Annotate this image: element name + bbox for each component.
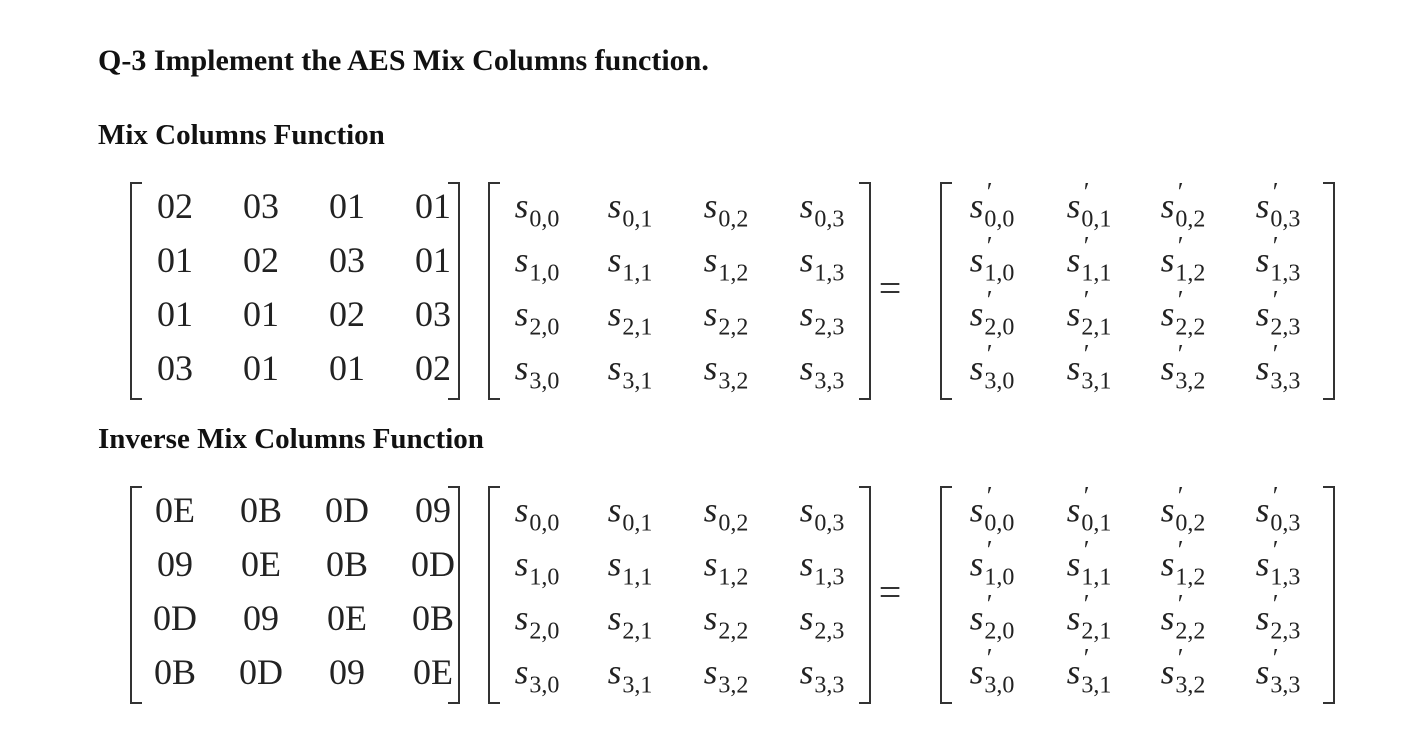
state-symbol: s: [969, 294, 984, 334]
coefficient-cell: 01: [415, 186, 451, 226]
prime-mark: ′: [1177, 285, 1184, 315]
output-state-cell: [1160, 481, 1206, 537]
state-cell: [799, 348, 845, 395]
prime-mark: ′: [1272, 589, 1279, 619]
state-index: 3,2: [718, 368, 749, 395]
state-index: 1,1: [622, 260, 653, 287]
state-index: 1,1: [1081, 564, 1112, 591]
output-state-matrix: [940, 176, 1335, 406]
state-index: 3,1: [1081, 672, 1112, 699]
prime-mark: ′: [1177, 481, 1184, 511]
state-index: 0,3: [814, 206, 845, 233]
state-symbol: s: [1066, 652, 1081, 692]
output-state-cell: [1255, 589, 1301, 645]
coefficient-cell: 02: [415, 348, 451, 388]
prime-mark: ′: [1177, 643, 1184, 673]
state-symbol: s: [969, 598, 984, 638]
coefficient-cell: 09: [415, 490, 451, 530]
coefficient-cell: 01: [329, 348, 365, 388]
state-matrix-right-bracket: [859, 486, 871, 704]
state-index: 0,3: [814, 510, 845, 537]
state-symbol: s: [1255, 240, 1270, 280]
coefficient-cell: 09: [243, 598, 279, 638]
state-index: 2,1: [622, 618, 653, 645]
state-symbol: s: [514, 490, 529, 530]
state-index: 0,1: [1081, 510, 1112, 537]
coefficient-cell: 0D: [411, 544, 455, 584]
section-title-inverse-mix-columns: Inverse Mix Columns Function: [98, 423, 484, 455]
state-index: 3,3: [1270, 672, 1301, 699]
coefficient-cell: 0E: [327, 598, 367, 638]
output-state-cell: [969, 643, 1015, 699]
output-state-cell: [969, 339, 1015, 395]
state-index: 3,3: [1270, 368, 1301, 395]
state-index: 0,2: [718, 510, 749, 537]
prime-mark: ′: [1272, 535, 1279, 565]
coefficient-cell: 03: [157, 348, 193, 388]
output-state-cell: [1255, 643, 1301, 699]
state-symbol: s: [969, 544, 984, 584]
coefficient-cell: 03: [329, 240, 365, 280]
state-index: 3,1: [622, 368, 653, 395]
output-state-matrix-left-bracket: [940, 486, 952, 704]
state-index: 3,0: [984, 672, 1015, 699]
state-symbol: s: [703, 598, 718, 638]
output-state-matrix-right-bracket: [1323, 486, 1335, 704]
coefficient-matrix: [130, 176, 460, 406]
state-cell: [607, 490, 653, 537]
output-state-cell: [1160, 339, 1206, 395]
state-index: 1,1: [622, 564, 653, 591]
prime-mark: ′: [1272, 481, 1279, 511]
state-index: 3,0: [984, 368, 1015, 395]
coefficient-cell: 0B: [325, 544, 369, 584]
output-state-cell: [1066, 177, 1112, 233]
state-index: 0,0: [529, 510, 560, 537]
state-index: 2,2: [718, 314, 749, 341]
state-symbol: s: [514, 598, 529, 638]
state-index: 3,0: [529, 672, 560, 699]
output-state-cell: [969, 535, 1015, 591]
coefficient-cell: 0E: [241, 544, 281, 584]
state-symbol: s: [799, 598, 814, 638]
state-index: 0,0: [984, 206, 1015, 233]
state-symbol: s: [1160, 652, 1175, 692]
prime-mark: ′: [1272, 643, 1279, 673]
prime-mark: ′: [1083, 589, 1090, 619]
state-symbol: s: [607, 598, 622, 638]
state-index: 0,1: [622, 510, 653, 537]
state-index: 1,2: [1175, 564, 1206, 591]
state-symbol: s: [607, 348, 622, 388]
state-symbol: s: [1066, 348, 1081, 388]
state-cell: [607, 294, 653, 341]
state-cell: [799, 652, 845, 699]
state-cell: [703, 544, 749, 591]
coefficient-cell: 02: [329, 294, 365, 334]
state-symbol: s: [969, 240, 984, 280]
coefficient-cell: 01: [157, 294, 193, 334]
state-cell: [607, 240, 653, 287]
state-symbol: s: [799, 544, 814, 584]
state-cell: [703, 294, 749, 341]
coefficient-cell: 0E: [155, 490, 195, 530]
prime-mark: ′: [986, 643, 993, 673]
equals-sign: =: [878, 569, 902, 615]
state-index: 1,3: [814, 260, 845, 287]
state-symbol: s: [1255, 294, 1270, 334]
state-index: 2,3: [1270, 618, 1301, 645]
state-symbol: s: [1255, 186, 1270, 226]
state-index: 3,2: [1175, 368, 1206, 395]
state-symbol: s: [1160, 294, 1175, 334]
state-cell: [799, 186, 845, 233]
output-state-matrix-left-bracket: [940, 182, 952, 400]
prime-mark: ′: [986, 177, 993, 207]
state-index: 0,2: [1175, 206, 1206, 233]
state-symbol: s: [703, 348, 718, 388]
state-symbol: s: [703, 240, 718, 280]
prime-mark: ′: [986, 285, 993, 315]
prime-mark: ′: [1177, 177, 1184, 207]
state-cell: [799, 490, 845, 537]
prime-mark: ′: [1083, 231, 1090, 261]
state-symbol: s: [703, 490, 718, 530]
state-index: 1,0: [984, 564, 1015, 591]
q-title: Q-3 Implement the AES Mix Columns function.: [98, 44, 709, 77]
coefficient-cell: 03: [243, 186, 279, 226]
state-cell: [514, 240, 560, 287]
prime-mark: ′: [1083, 177, 1090, 207]
state-index: 2,2: [1175, 618, 1206, 645]
state-symbol: s: [514, 348, 529, 388]
coefficient-cell: 0B: [239, 490, 283, 530]
state-symbol: s: [1160, 348, 1175, 388]
coefficient-cell: 01: [415, 240, 451, 280]
state-index: 1,3: [1270, 564, 1301, 591]
coefficient-cell: 0D: [239, 652, 283, 692]
output-state-cell: [1255, 339, 1301, 395]
state-cell: [514, 652, 560, 699]
output-state-cell: [1255, 535, 1301, 591]
state-index: 1,3: [1270, 260, 1301, 287]
state-symbol: s: [1066, 294, 1081, 334]
state-symbol: s: [514, 544, 529, 584]
state-symbol: s: [1066, 490, 1081, 530]
state-index: 2,1: [1081, 618, 1112, 645]
state-symbol: s: [514, 652, 529, 692]
prime-mark: ′: [986, 535, 993, 565]
state-symbol: s: [799, 490, 814, 530]
state-index: 0,1: [622, 206, 653, 233]
prime-mark: ′: [1177, 339, 1184, 369]
state-symbol: s: [799, 348, 814, 388]
state-index: 2,3: [814, 314, 845, 341]
state-index: 2,0: [529, 314, 560, 341]
coefficient-cell: 02: [157, 186, 193, 226]
coefficient-cell: 0E: [413, 652, 453, 692]
output-state-cell: [1255, 285, 1301, 341]
state-index: 3,2: [1175, 672, 1206, 699]
coefficient-cell: 01: [329, 186, 365, 226]
coefficient-cell: 09: [329, 652, 365, 692]
output-state-cell: [1066, 535, 1112, 591]
state-symbol: s: [607, 186, 622, 226]
state-symbol: s: [703, 294, 718, 334]
prime-mark: ′: [986, 231, 993, 261]
state-cell: [703, 490, 749, 537]
state-index: 3,3: [814, 368, 845, 395]
output-state-matrix: [940, 480, 1335, 710]
state-index: 3,1: [622, 672, 653, 699]
state-symbol: s: [1255, 652, 1270, 692]
output-state-cell: [1066, 339, 1112, 395]
state-cell: [703, 348, 749, 395]
state-symbol: s: [969, 652, 984, 692]
state-cell: [799, 598, 845, 645]
state-symbol: s: [1066, 598, 1081, 638]
output-state-cell: [1160, 589, 1206, 645]
prime-mark: ′: [1083, 285, 1090, 315]
output-state-cell: [1160, 231, 1206, 287]
prime-mark: ′: [1177, 589, 1184, 619]
state-index: 2,0: [984, 618, 1015, 645]
output-state-cell: [1255, 177, 1301, 233]
prime-mark: ′: [1083, 643, 1090, 673]
state-cell: [514, 598, 560, 645]
state-index: 1,0: [529, 260, 560, 287]
coefficient-cell: 01: [157, 240, 193, 280]
state-index: 1,3: [814, 564, 845, 591]
state-symbol: s: [703, 544, 718, 584]
prime-mark: ′: [1272, 231, 1279, 261]
state-symbol: s: [799, 240, 814, 280]
state-index: 0,3: [1270, 510, 1301, 537]
coefficient-cell: 0D: [325, 490, 369, 530]
prime-mark: ′: [1083, 481, 1090, 511]
state-symbol: s: [799, 652, 814, 692]
output-state-cell: [969, 481, 1015, 537]
state-cell: [703, 186, 749, 233]
state-index: 2,2: [718, 618, 749, 645]
state-symbol: s: [799, 294, 814, 334]
state-cell: [799, 240, 845, 287]
prime-mark: ′: [986, 589, 993, 619]
state-matrix-right-bracket: [859, 182, 871, 400]
state-symbol: s: [1066, 186, 1081, 226]
state-cell: [607, 186, 653, 233]
coefficient-matrix: [130, 480, 460, 710]
state-cell: [514, 544, 560, 591]
state-index: 0,2: [1175, 510, 1206, 537]
state-cell: [703, 652, 749, 699]
prime-mark: ′: [986, 339, 993, 369]
state-index: 2,1: [1081, 314, 1112, 341]
section-title-mix-columns: Mix Columns Function: [98, 119, 385, 151]
state-symbol: s: [1160, 240, 1175, 280]
state-matrix-left-bracket: [488, 182, 500, 400]
prime-mark: ′: [1177, 535, 1184, 565]
state-symbol: s: [799, 186, 814, 226]
output-state-cell: [969, 231, 1015, 287]
state-cell: [799, 294, 845, 341]
coefficient-matrix-left-bracket: [130, 486, 142, 704]
state-index: 1,2: [718, 260, 749, 287]
prime-mark: ′: [1272, 285, 1279, 315]
state-index: 3,1: [1081, 368, 1112, 395]
state-index: 0,0: [529, 206, 560, 233]
state-index: 1,0: [529, 564, 560, 591]
prime-mark: ′: [986, 481, 993, 511]
state-index: 2,0: [984, 314, 1015, 341]
state-symbol: s: [1255, 598, 1270, 638]
output-state-matrix-right-bracket: [1323, 182, 1335, 400]
state-symbol: s: [1255, 490, 1270, 530]
coefficient-matrix-left-bracket: [130, 182, 142, 400]
inverse-mix-columns-equation: [0, 480, 1408, 710]
state-index: 1,2: [718, 564, 749, 591]
state-symbol: s: [514, 186, 529, 226]
coefficient-cell: 03: [415, 294, 451, 334]
state-symbol: s: [1255, 348, 1270, 388]
state-symbol: s: [1160, 490, 1175, 530]
state-matrix: [488, 176, 871, 406]
state-index: 1,0: [984, 260, 1015, 287]
output-state-cell: [1255, 231, 1301, 287]
state-symbol: s: [1160, 544, 1175, 584]
output-state-cell: [969, 285, 1015, 341]
state-index: 2,3: [1270, 314, 1301, 341]
output-state-cell: [1066, 231, 1112, 287]
prime-mark: ′: [1083, 339, 1090, 369]
state-cell: [607, 598, 653, 645]
state-symbol: s: [1066, 544, 1081, 584]
state-cell: [514, 490, 560, 537]
mix-columns-equation: [0, 176, 1408, 406]
state-symbol: s: [514, 240, 529, 280]
state-symbol: s: [1255, 544, 1270, 584]
state-index: 0,3: [1270, 206, 1301, 233]
state-cell: [607, 544, 653, 591]
coefficient-cell: 02: [243, 240, 279, 280]
output-state-cell: [1066, 285, 1112, 341]
output-state-cell: [969, 177, 1015, 233]
coefficient-cell: 01: [243, 348, 279, 388]
prime-mark: ′: [1083, 535, 1090, 565]
state-symbol: s: [607, 652, 622, 692]
state-index: 0,2: [718, 206, 749, 233]
state-symbol: s: [607, 544, 622, 584]
prime-mark: ′: [1272, 177, 1279, 207]
output-state-cell: [1160, 285, 1206, 341]
state-cell: [607, 348, 653, 395]
state-index: 3,2: [718, 672, 749, 699]
coefficient-cell: 09: [157, 544, 193, 584]
state-cell: [514, 294, 560, 341]
output-state-cell: [1066, 481, 1112, 537]
state-matrix-left-bracket: [488, 486, 500, 704]
state-index: 0,1: [1081, 206, 1112, 233]
state-index: 1,2: [1175, 260, 1206, 287]
state-cell: [703, 240, 749, 287]
state-cell: [514, 186, 560, 233]
state-index: 2,0: [529, 618, 560, 645]
state-symbol: s: [607, 294, 622, 334]
state-symbol: s: [514, 294, 529, 334]
state-symbol: s: [969, 186, 984, 226]
state-matrix: [488, 480, 871, 710]
output-state-cell: [1066, 589, 1112, 645]
equals-sign: =: [878, 265, 902, 311]
state-index: 2,3: [814, 618, 845, 645]
prime-mark: ′: [1177, 231, 1184, 261]
state-index: 0,0: [984, 510, 1015, 537]
state-symbol: s: [703, 652, 718, 692]
state-symbol: s: [969, 348, 984, 388]
coefficient-cell: 0B: [153, 652, 197, 692]
output-state-cell: [1160, 177, 1206, 233]
state-symbol: s: [703, 186, 718, 226]
coefficient-cell: 0B: [411, 598, 455, 638]
state-symbol: s: [969, 490, 984, 530]
state-index: 2,2: [1175, 314, 1206, 341]
state-index: 2,1: [622, 314, 653, 341]
state-symbol: s: [607, 240, 622, 280]
output-state-cell: [1255, 481, 1301, 537]
state-index: 1,1: [1081, 260, 1112, 287]
output-state-cell: [1160, 643, 1206, 699]
state-symbol: s: [1066, 240, 1081, 280]
output-state-cell: [1160, 535, 1206, 591]
state-cell: [514, 348, 560, 395]
state-cell: [799, 544, 845, 591]
state-cell: [607, 652, 653, 699]
state-index: 3,3: [814, 672, 845, 699]
coefficient-cell: 0D: [153, 598, 197, 638]
state-index: 3,0: [529, 368, 560, 395]
output-state-cell: [1066, 643, 1112, 699]
state-symbol: s: [1160, 598, 1175, 638]
prime-mark: ′: [1272, 339, 1279, 369]
output-state-cell: [969, 589, 1015, 645]
state-symbol: s: [607, 490, 622, 530]
state-cell: [703, 598, 749, 645]
state-symbol: s: [1160, 186, 1175, 226]
coefficient-cell: 01: [243, 294, 279, 334]
